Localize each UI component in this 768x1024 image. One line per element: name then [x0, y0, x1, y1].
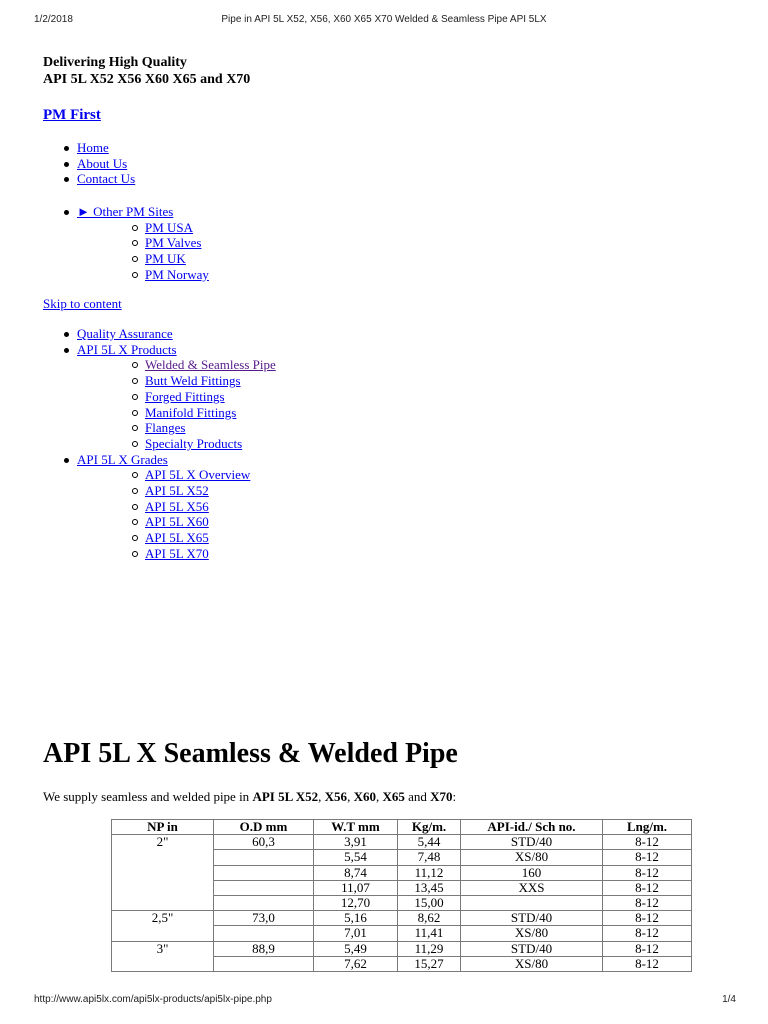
submenu-item [77, 483, 276, 499]
top-nav [43, 140, 135, 187]
page-title: API 5L X Seamless & Welded Pipe [43, 738, 458, 769]
site-item-uk [77, 251, 209, 267]
site-link-usa[interactable]: PM USA [145, 219, 194, 235]
submenu-item [77, 436, 276, 452]
table-cell: 5,49 [314, 941, 398, 956]
site-item-valves [77, 235, 209, 251]
intro-text: , [347, 789, 354, 804]
submenu-item [77, 405, 276, 421]
table-cell: STD/40 [461, 835, 603, 850]
table-cell [461, 896, 603, 911]
submenu-item [77, 357, 276, 373]
table-cell: 7,48 [398, 850, 461, 865]
grade-bold: X65 [382, 789, 405, 804]
grade-bold: API 5L X52 [252, 789, 319, 804]
table-cell: 8,74 [314, 865, 398, 880]
table-cell: 160 [461, 865, 603, 880]
table-row [112, 911, 692, 926]
nav-item-contact [43, 171, 135, 187]
products-submenu [77, 357, 276, 451]
column-header: API-id./ Sch no. [461, 820, 603, 835]
product-link-pipe[interactable]: Welded & Seamless Pipe [145, 357, 276, 373]
table-cell: 11,12 [398, 865, 461, 880]
intro-text: , [318, 789, 325, 804]
site-tagline [43, 54, 250, 88]
grade-link-x60[interactable]: API 5L X60 [145, 514, 209, 530]
nav-link-contact[interactable]: Contact Us [77, 171, 136, 187]
column-header: Lng/m. [603, 820, 692, 835]
table-cell: 60,3 [214, 835, 314, 850]
table-cell: 7,62 [314, 956, 398, 971]
submenu-item [77, 389, 276, 405]
table-row [112, 835, 692, 850]
table-cell [214, 850, 314, 865]
grade-bold: X56 [324, 789, 348, 804]
site-link-valves[interactable]: PM Valves [145, 235, 202, 251]
table-cell [214, 865, 314, 880]
column-header: W.T mm [314, 820, 398, 835]
site-link-uk[interactable]: PM UK [145, 251, 186, 267]
site-link-norway[interactable]: PM Norway [145, 266, 209, 282]
grade-link-x65[interactable]: API 5L X65 [145, 530, 209, 546]
nav-item-about [43, 156, 135, 172]
print-header [0, 14, 768, 30]
table-cell: 5,16 [314, 911, 398, 926]
submenu-item [77, 530, 276, 546]
nav-item-grades [43, 452, 276, 562]
nav-item-quality [43, 326, 276, 342]
intro-text: , [375, 789, 383, 804]
skip-to-content-link[interactable]: Skip to content [43, 296, 122, 311]
table-cell: 13,45 [398, 880, 461, 895]
table-cell: 3" [112, 941, 214, 971]
table-cell: XS/80 [461, 956, 603, 971]
brand-link[interactable]: PM First [43, 107, 101, 123]
site-item-norway [77, 267, 209, 283]
table-cell: 8-12 [603, 880, 692, 895]
table-cell: 8-12 [603, 896, 692, 911]
main-nav [43, 326, 276, 562]
table-cell [214, 896, 314, 911]
table-cell: 8-12 [603, 911, 692, 926]
intro-text: We supply seamless and welded pipe in [43, 789, 253, 804]
table-cell: 8-12 [603, 926, 692, 941]
table-cell: XS/80 [461, 926, 603, 941]
table-cell: STD/40 [461, 941, 603, 956]
table-cell: XS/80 [461, 850, 603, 865]
table-cell: 3,91 [314, 835, 398, 850]
table-cell: 8-12 [603, 941, 692, 956]
grade-bold: X70 [430, 789, 453, 804]
grade-link-overview[interactable]: API 5L X Overview [145, 467, 251, 483]
table-cell: 2,5" [112, 911, 214, 941]
print-footer [0, 994, 768, 1010]
grade-link-x52[interactable]: API 5L X52 [145, 483, 209, 499]
intro-text: and [404, 789, 431, 804]
column-header: Kg/m. [398, 820, 461, 835]
table-cell: 15,27 [398, 956, 461, 971]
table-cell [214, 880, 314, 895]
table-header-row [112, 820, 692, 835]
product-link-specialty[interactable]: Specialty Products [145, 435, 243, 451]
other-sites-toggle[interactable]: ► Other PM Sites [77, 204, 174, 219]
grade-link-x70[interactable]: API 5L X70 [145, 545, 209, 561]
table-cell: 88,9 [214, 941, 314, 956]
table-cell: XXS [461, 880, 603, 895]
print-url: http://www.api5lx.com/api5lx-products/api5lx-pipe.php [34, 994, 272, 1005]
product-link-manifold[interactable]: Manifold Fittings [145, 404, 237, 420]
table-cell [214, 956, 314, 971]
submenu-item [77, 467, 276, 483]
submenu-item [77, 499, 276, 515]
tagline-line-2: API 5L X52 X56 X60 X65 and X70 [43, 72, 251, 87]
table-cell: 8-12 [603, 835, 692, 850]
table-cell: 7,01 [314, 926, 398, 941]
table-cell: STD/40 [461, 911, 603, 926]
submenu-item [77, 420, 276, 436]
other-sites-nav [43, 204, 209, 283]
site-item-usa [77, 220, 209, 236]
nav-item-other-sites [43, 204, 209, 283]
print-page-number: 1/4 [722, 994, 736, 1005]
submenu-item [77, 514, 276, 530]
product-link-forged[interactable]: Forged Fittings [145, 388, 225, 404]
table-row [112, 941, 692, 956]
table-cell: 73,0 [214, 911, 314, 926]
product-link-butt-weld[interactable]: Butt Weld Fittings [145, 373, 241, 389]
table-cell: 8-12 [603, 865, 692, 880]
table-cell: 11,41 [398, 926, 461, 941]
table-cell: 2" [112, 835, 214, 911]
grade-link-x56[interactable]: API 5L X56 [145, 498, 209, 514]
grade-bold: X60 [353, 789, 376, 804]
grades-submenu [77, 467, 276, 561]
nav-link-products[interactable]: API 5L X Products [77, 341, 177, 357]
table-cell: 8-12 [603, 850, 692, 865]
nav-link-grades[interactable]: API 5L X Grades [77, 451, 168, 467]
nav-link-quality[interactable]: Quality Assurance [77, 326, 173, 341]
submenu-item [77, 546, 276, 562]
intro-text: : [452, 789, 457, 804]
pipe-dimension-table [111, 819, 692, 972]
table-cell: 12,70 [314, 896, 398, 911]
print-page-title: Pipe in API 5L X52, X56, X60 X65 X70 Welded & Seamless Pipe API 5LX [221, 14, 547, 25]
print-date: 1/2/2018 [34, 14, 73, 25]
table-cell [214, 926, 314, 941]
table-cell: 11,07 [314, 880, 398, 895]
nav-item-products [43, 342, 276, 452]
nav-item-home [43, 140, 135, 156]
nav-link-home[interactable]: Home [77, 140, 109, 155]
table-cell: 8-12 [603, 956, 692, 971]
table-cell: 5,44 [398, 835, 461, 850]
nav-link-about[interactable]: About Us [77, 155, 128, 171]
table-cell: 8,62 [398, 911, 461, 926]
intro-paragraph [43, 789, 456, 805]
column-header: NP in [112, 820, 214, 835]
other-sites-list [77, 220, 209, 283]
table-cell: 5,54 [314, 850, 398, 865]
product-link-flanges[interactable]: Flanges [145, 420, 186, 436]
column-header: O.D mm [214, 820, 314, 835]
table-cell: 11,29 [398, 941, 461, 956]
submenu-item [77, 373, 276, 389]
tagline-line-1: Delivering High Quality [43, 55, 187, 70]
table-cell: 15,00 [398, 896, 461, 911]
